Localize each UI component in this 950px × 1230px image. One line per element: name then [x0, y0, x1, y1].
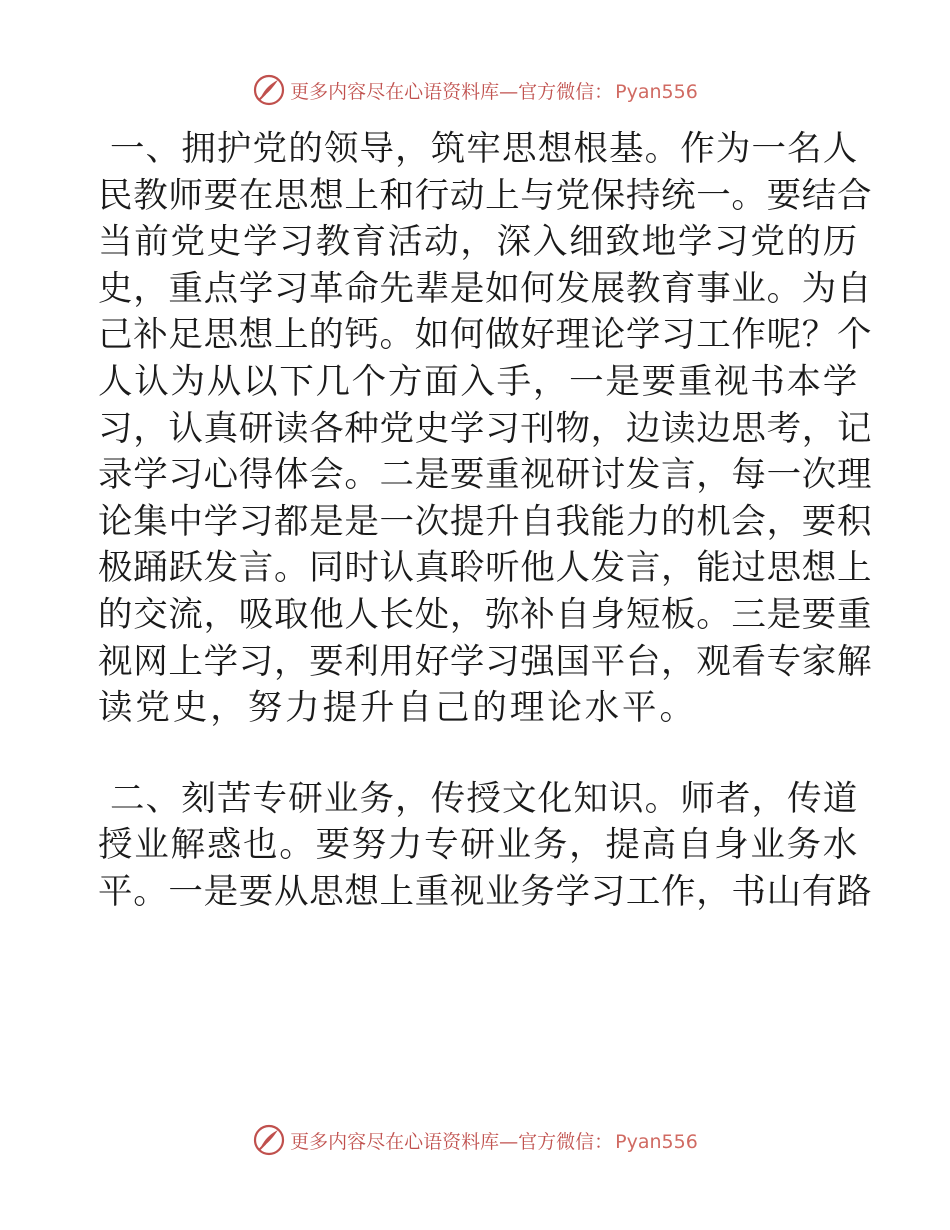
text-line: 平。一是要从思想上重视业务学习工作，书山有路 [98, 871, 873, 912]
text-line: 民教师要在思想上和行动上与党保持统一。要结合 [98, 175, 873, 216]
document-body [98, 126, 873, 916]
text-line: 极踊跃发言。同时认真聆听他人发言，能过思想上 [98, 548, 873, 589]
text-line: 二、刻苦专研业务，传授文化知识。师者，传道 [110, 778, 858, 819]
text-line: 授业解惑也。要努力专研业务，提高自身业务水 [98, 825, 858, 866]
text-line: 一、拥护党的领导，筑牢思想根基。作为一名人 [110, 129, 858, 169]
paragraph-2 [98, 776, 873, 916]
paragraph-gap [98, 732, 858, 776]
header-banner [0, 70, 950, 110]
text-line: 习，认真研读各种党史学习刊物，边读边思考，记 [98, 408, 873, 449]
quill-seal-icon [252, 73, 286, 107]
text-line: 史，重点学习革命先辈是如何发展教育事业。为自 [98, 268, 873, 309]
text-line: 的交流，吸取他人长处，弥补自身短板。三是要重 [98, 594, 873, 635]
footer-banner [0, 1120, 950, 1160]
header-banner-text: 更多内容尽在心语资料库—官方微信： Pyan556 [290, 80, 698, 103]
text-line: 人认为从以下几个方面入手，一是要重视书本学 [98, 361, 858, 402]
paragraph-1 [98, 126, 873, 732]
footer-banner-text: 更多内容尽在心语资料库—官方微信： Pyan556 [290, 1130, 698, 1153]
quill-seal-icon [252, 1123, 286, 1157]
text-line: 论集中学习都是是一次提升自我能力的机会，要积 [98, 501, 873, 542]
text-line: 录学习心得体会。二是要重视研讨发言，每一次理 [98, 455, 873, 496]
text-line: 当前党史学习教育活动，深入细致地学习党的历 [98, 222, 858, 263]
text-line: 己补足思想上的钙。如何做好理论学习工作呢？个 [98, 315, 873, 356]
text-line: 视网上学习，要利用好学习强国平台，观看专家解 [98, 641, 873, 682]
text-line: 读党史，努力提升自己的理论水平。 [98, 688, 697, 729]
